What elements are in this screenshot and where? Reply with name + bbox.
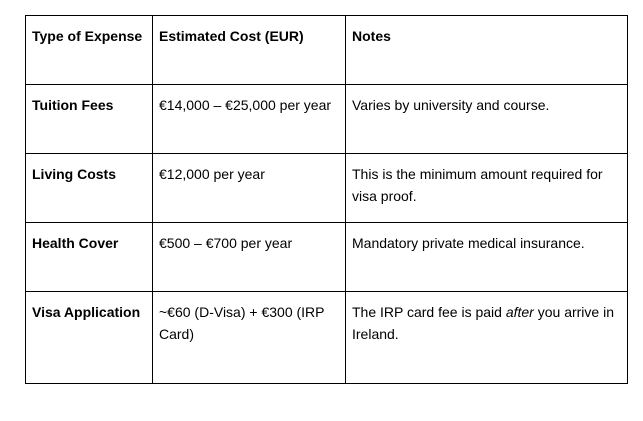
table-row (26, 292, 628, 384)
type-cell: Visa Application (26, 292, 153, 384)
cost-cell: €500 – €700 per year (153, 223, 346, 292)
type-cell: Living Costs (26, 154, 153, 223)
notes-text-before: The IRP card fee is paid (352, 304, 506, 320)
table-row (26, 154, 628, 223)
header-estimated-cost: Estimated Cost (EUR) (153, 16, 346, 85)
type-cell: Health Cover (26, 223, 153, 292)
notes-emphasis: after (505, 304, 534, 320)
table-row (26, 85, 628, 154)
header-type-of-expense: Type of Expense (26, 16, 153, 85)
header-notes: Notes (346, 16, 628, 85)
notes-text-after: you arrive in Ireland. (352, 304, 614, 342)
expense-table (25, 15, 628, 384)
cost-cell: €14,000 – €25,000 per year (153, 85, 346, 154)
notes-cell: Mandatory private medical insurance. (346, 223, 628, 292)
notes-cell (346, 292, 628, 384)
table-row (26, 223, 628, 292)
cost-cell: ~€60 (D-Visa) + €300 (IRP Card) (153, 292, 346, 384)
cost-cell: €12,000 per year (153, 154, 346, 223)
table-header-row (26, 16, 628, 85)
type-cell: Tuition Fees (26, 85, 153, 154)
notes-cell: Varies by university and course. (346, 85, 628, 154)
notes-cell: This is the minimum amount required for visa proof. (346, 154, 628, 223)
